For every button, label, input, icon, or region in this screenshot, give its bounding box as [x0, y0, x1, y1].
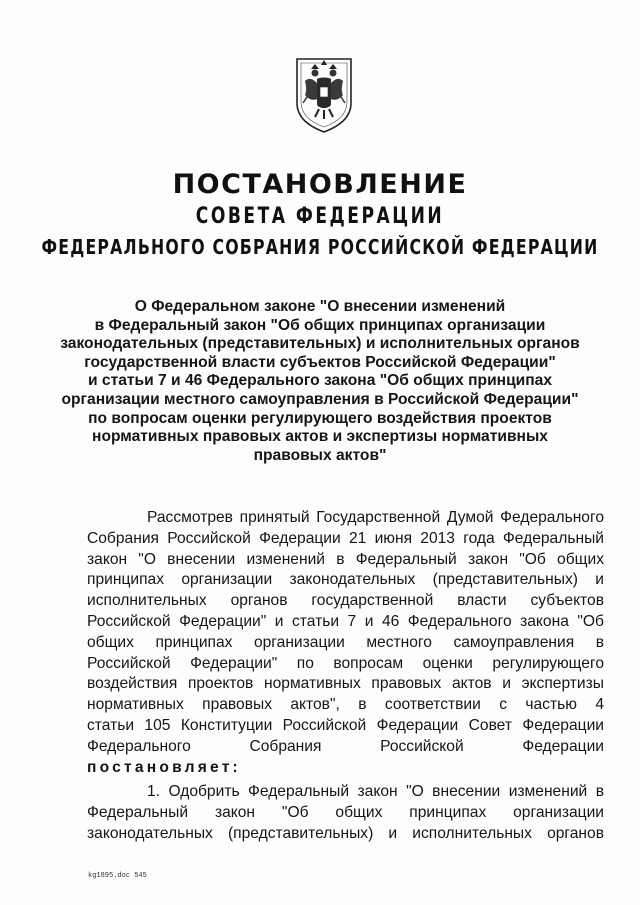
document-subtitle-council: СОВЕТА ФЕДЕРАЦИИ: [195, 203, 445, 229]
heading-line: правовых актов": [253, 446, 387, 464]
document-file-code: kg1895.doc 545: [88, 872, 147, 880]
paragraph-line: исполнительных органов государственной власти субъектов: [87, 592, 604, 610]
paragraph-line: закон "О внесении изменений в Федеральный закон "Об общих: [87, 550, 604, 568]
paragraph-line: общих принципах организации местного самоуправления в: [87, 633, 604, 651]
paragraph-line: воздействия проектов нормативных правовых актов и экспертизы: [87, 675, 604, 693]
paragraph-line: 1. Одобрить Федеральный закон "О внесении изменений в: [147, 783, 604, 800]
paragraph-line: Российской Федерации" и статьи 7 и 46 Федерального закона "Об: [87, 612, 604, 630]
preamble-paragraph: [87, 508, 604, 778]
coat-of-arms-emblem: [293, 55, 355, 135]
paragraph-line: Собрания Российской Федерации 21 июня 2013 года Федеральный: [87, 529, 604, 547]
paragraph-line: законодательных (представительных) и исполнительных органов: [87, 824, 604, 842]
article-1-paragraph: [87, 782, 604, 844]
heading-line: по вопросам оценки регулирующего воздействия проектов: [88, 409, 552, 427]
heading-line: нормативных правовых актов и экспертизы нормативных: [92, 428, 548, 446]
document-title: ПОСТАНОВЛЕНИЕ: [172, 169, 468, 200]
heading-line: законодательных (представительных) и исполнительных органов: [60, 335, 580, 353]
resolves-word: постановляет:: [87, 758, 241, 776]
paragraph-line: статьи 105 Конституции Российской Федерации Совет Федерации: [87, 716, 604, 734]
paragraph-line: нормативных правовых актов", в соответствии с частью 4: [87, 696, 604, 714]
heading-line: государственной власти субъектов Российской Федерации": [84, 353, 556, 371]
heading-line: в Федеральный закон "Об общих принципах организации: [94, 316, 546, 334]
paragraph-line: Федерального Собрания Российской Федерации: [87, 737, 604, 755]
document-subtitle-assembly: ФЕДЕРАЛЬНОГО СОБРАНИЯ РОССИЙСКОЙ ФЕДЕРАЦИИ: [41, 236, 599, 260]
paragraph-line: Рассмотрев принятый Государственной Думой Федерального: [147, 509, 604, 526]
heading-line: и статьи 7 и 46 Федерального закона "Об общих принципах: [87, 372, 553, 390]
heading-line: О Федеральном законе "О внесении изменений: [134, 298, 506, 315]
paragraph-line: принципах организации законодательных (представительных) и: [87, 571, 604, 589]
paragraph-line: Российской Федерации" по вопросам оценки регулирующего: [87, 654, 604, 672]
paragraph-line: Федеральный закон "Об общих принципах организации: [87, 803, 604, 821]
resolution-heading: [40, 298, 600, 465]
heading-line: организации местного самоуправления в Российской Федерации": [61, 390, 579, 408]
